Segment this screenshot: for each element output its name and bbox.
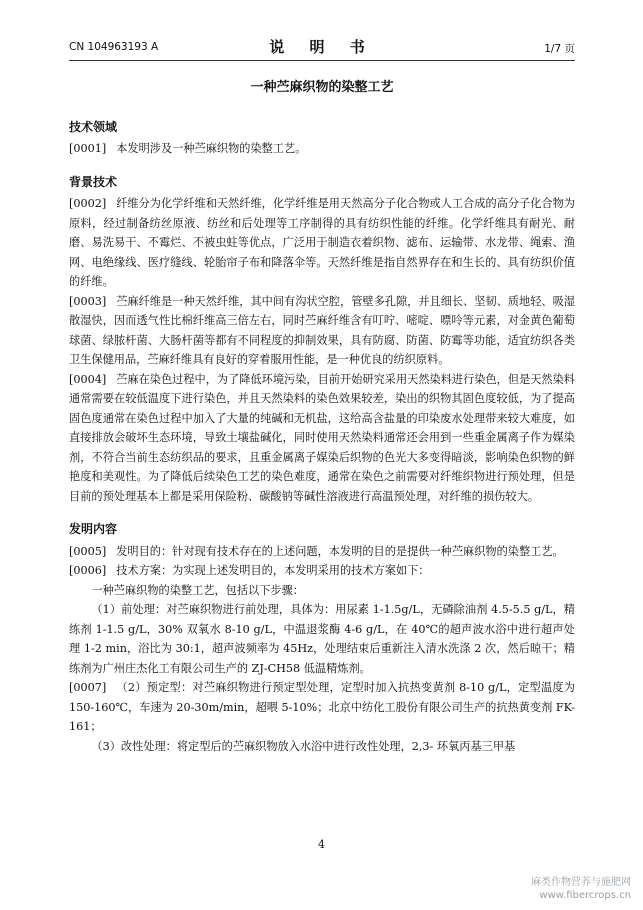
paragraph-0001	[69, 139, 575, 159]
paragraph-text: （2）预定型：对苎麻织物进行预定型处理，定型时加入抗热变黄剂 8-10 g/L，定型温度为 150-160℃，车速为 20-30m/min，超喂 5-10%；北京中纺化工股份有限公司生产的抗热黄变剂 FK-161；	[69, 681, 575, 733]
paragraph-0007-step3: （3）改性处理：将定型后的苎麻织物放入水浴中进行改性处理，2,3- 环氧丙基三甲基	[91, 739, 516, 753]
paragraph-0002	[69, 194, 575, 292]
paragraph-0005	[69, 542, 575, 562]
document-type: 说 明 书	[269, 38, 375, 56]
paragraph-0006-step1: （1）前处理：对苎麻织物进行前处理，具体为：用尿素 1-1.5g/L，无磷除油剂 4.5-5.5 g/L，精练剂 1-1.5 g/L，30% 双氧水 8-10 g/L，中温退浆酶 4-6 g/L，在 40℃的超声波水浴中进行超声处理 1-2 min，浴比为 30:1，超声波频率为 45Hz，处理结束后重新注入清水洗涤 2 次，然后晾干；精练剂为广州庄杰化工有限公司生产的 ZJ-CH58 低温精炼剂。	[69, 603, 575, 675]
paragraph-number: [0001]	[69, 142, 107, 155]
paragraph-0006	[69, 561, 575, 581]
paragraph-0007	[69, 678, 575, 737]
paragraph-text: 技术方案：为实现上述发明目的，本发明采用的技术方案如下：	[116, 564, 430, 577]
paragraph-number: [0005]	[69, 544, 107, 558]
watermark	[531, 876, 631, 902]
header-divider	[69, 60, 575, 61]
paragraph-0003	[69, 292, 575, 370]
patent-number: CN 104963193 A	[69, 41, 159, 53]
document-body	[69, 78, 575, 756]
paragraph-number: [0003]	[69, 294, 107, 308]
paragraph-number: [0002]	[69, 197, 107, 210]
paragraph-0004	[69, 370, 575, 507]
paragraph-text: 苎麻在染色过程中，为了降低环境污染，目前开始研究采用天然染料进行染色，但是天然染料通常需要在较低温度下进行染色，并且天然染料的染色效果较差，染出的织物其固色度较低，为了提高固色度通常在染色过程中加入了大量的纯碱和无机盐，这给高含盐量的印染废水处理带来较大难度，如直接排放会破坏生态环境，导致土壤盐碱化，同时使用天然染料通常还会用到一些重金属离子作为媒染剂，不符合当前生态纺织品的要求，且重金属离子媒染后织物的色光大多变得暗淡，影响染色织物的鲜艳度和美观性。为了降低后续染色工艺的染色难度，通常在染色之前需要对纤维织物进行预处理，但是目前的预处理基本上都是采用保险粉、碳酸钠等碱性溶液进行高温预处理，对纤维的损伤较大。	[69, 372, 575, 503]
page-indicator: 1/7 页	[544, 43, 575, 55]
paragraph-number: [0007]	[69, 681, 107, 694]
section-heading-tech-field: 技术领域	[69, 119, 118, 134]
paragraph-number: [0004]	[69, 372, 107, 386]
page-number: 4	[318, 838, 325, 851]
paragraph-text: 苎麻纤维是一种天然纤维，其中间有沟状空腔，管壁多孔隙，并且细长、坚韧、质地轻、吸湿散湿快，因而透气性比棉纤维高三倍左右，同时苎麻纤维含有叮咛、嘧啶、嘌呤等元素，对金黄色葡萄球菌、绿脓杆菌、大肠杆菌等都有不同程度的抑制效果，具有防腐、防菌、防霉等功能，适宜纺织各类卫生保健用品，苎麻纤维具有良好的穿着服用性能，是一种优良的纺织原料。	[69, 294, 575, 366]
watermark-site-name: 麻类作物营养与施肥网	[531, 877, 631, 888]
section-heading-content: 发明内容	[69, 522, 118, 536]
paragraph-number: [0006]	[69, 564, 107, 577]
paragraph-text: 纤维分为化学纤维和天然纤维，化学纤维是用天然高分子化合物或人工合成的高分子化合物为原料，经过制备纺丝原液、纺丝和后处理等工序制得的具有纺织性能的纤维。化学纤维具有耐光、耐磨、易洗易干、不霉烂、不被虫蛀等优点，广泛用于制造衣着织物、滤布、运输带、水龙带、绳索、渔网、电绝缘线、医疗缝线、轮胎帘子布和降落伞等。天然纤维是指自然界存在和生长的、具有纺织价值的纤维。	[69, 197, 575, 288]
paragraph-0006-intro: 一种苎麻织物的染整工艺，包括以下步骤：	[91, 583, 304, 597]
page-header	[69, 36, 575, 56]
paragraph-text: 发明目的：针对现有技术存在的上述问题，本发明的目的是提供一种苎麻织物的染整工艺。	[116, 544, 564, 558]
paragraph-text: 本发明涉及一种苎麻织物的染整工艺。	[116, 142, 307, 155]
document-title: 一种苎麻织物的染整工艺	[250, 80, 394, 95]
watermark-url: www.fibercrops.cn	[539, 890, 631, 901]
section-heading-background: 背景技术	[69, 174, 118, 189]
